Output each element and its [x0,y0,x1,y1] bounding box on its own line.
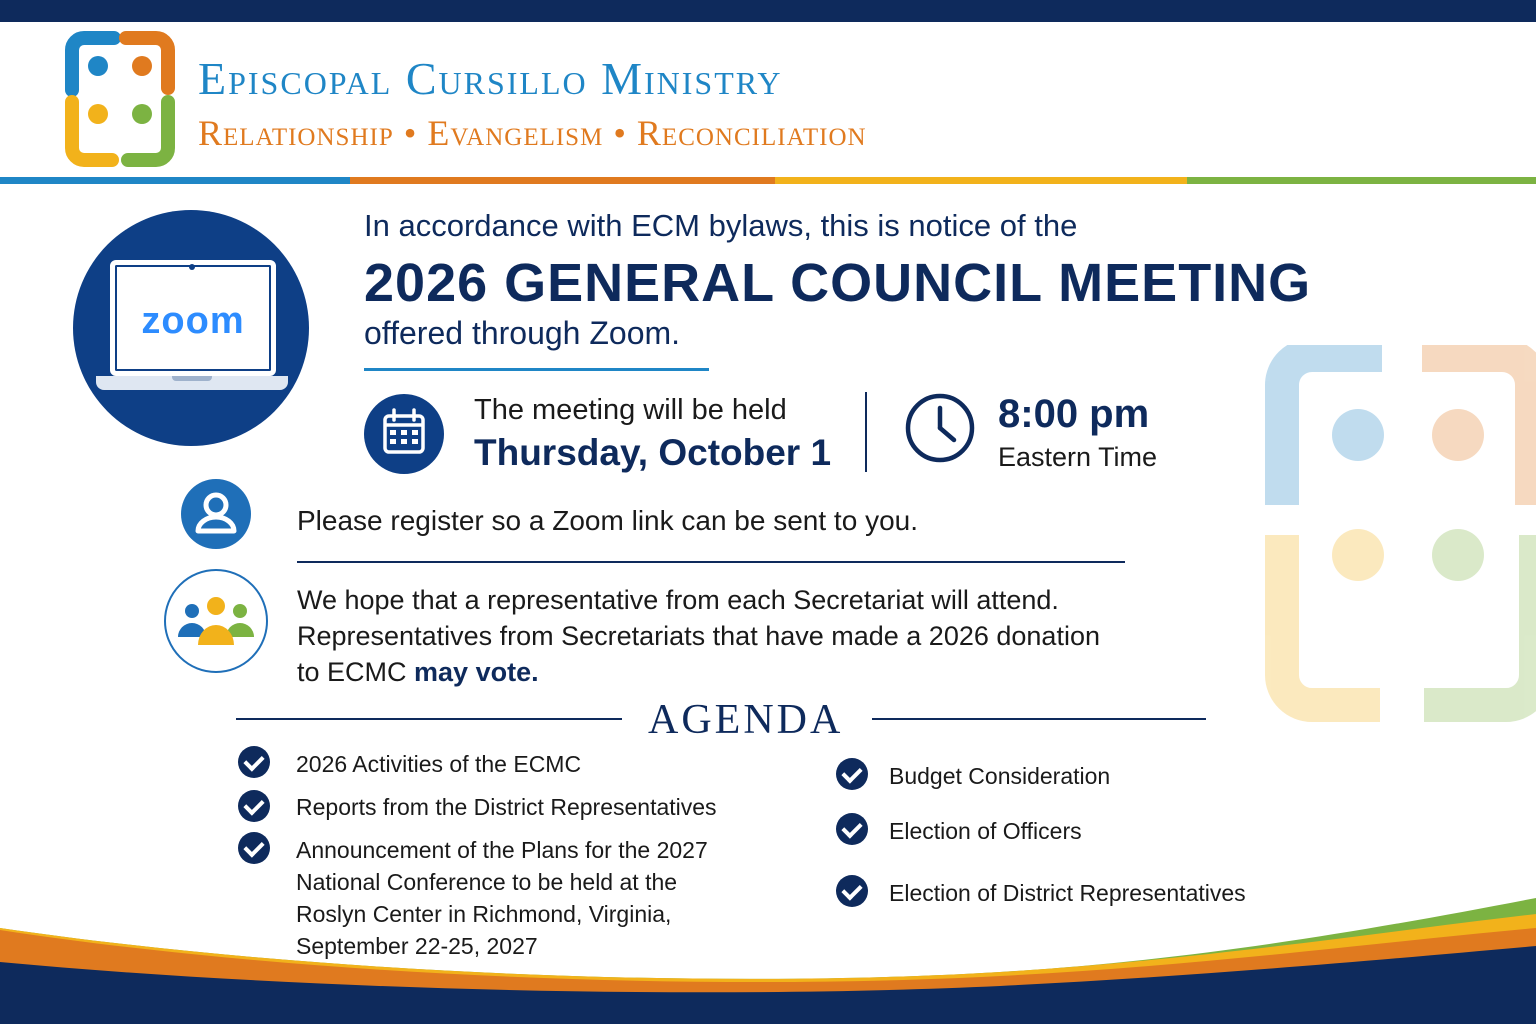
color-divider [0,177,1536,184]
watermark-logo [1262,345,1536,725]
meeting-title: 2026 GENERAL COUNCIL MEETING [364,253,1312,313]
representatives-line-1: We hope that a representative from each Secretariat will attend. [297,585,1059,615]
meeting-via: offered through Zoom. [364,315,681,351]
bottom-swoosh [0,880,1536,1024]
group-icon [164,569,268,673]
representatives-line-3 [297,654,1117,690]
register-text: Please register so a Zoom link can be sent to you. [297,505,918,536]
check-icon [836,758,868,790]
register-rule [297,561,1125,563]
calendar-icon [364,394,444,474]
check-icon [238,832,270,864]
org-name: Episcopal Cursillo Ministry [198,53,783,104]
meeting-time: 8:00 pm [998,392,1150,436]
representatives-line-2: Representatives from Secretariats that have made a 2026 donation [297,621,1100,651]
may-vote-emphasis: may vote. [414,657,539,687]
agenda-item: Reports from the District Representatives [296,794,717,820]
laptop-camera [189,264,195,270]
representatives-text [297,582,1117,690]
agenda-rule-right [872,718,1206,720]
check-icon [238,746,270,778]
agenda-item: Announcement of the Plans for the 2027 National Conference to be held at the Roslyn Center in Richmond, Virginia, September 22-25, 2027 [296,837,708,959]
person-icon [181,479,251,549]
clock-icon [904,392,976,464]
agenda-heading: AGENDA [648,697,844,743]
cursillo-cross-logo [60,30,180,172]
tagline: Relationship • Evangelism • Reconciliation [198,113,867,153]
title-underline [364,368,709,371]
meeting-date: Thursday, October 1 [474,432,832,473]
laptop-notch [172,376,212,381]
zoom-logo-text: zoom [141,300,245,342]
check-icon [238,790,270,822]
agenda-item: Election of Officers [889,818,1082,844]
time-zone: Eastern Time [998,442,1158,472]
agenda-item: 2026 Activities of the ECMC [296,751,582,777]
agenda-rule-left [236,718,622,720]
agenda-item: Budget Consideration [889,763,1111,789]
vertical-divider [865,392,867,472]
agenda-item: Election of District Representatives [889,880,1246,906]
representatives-line-3-prefix: to ECMC [297,657,415,687]
check-icon [836,813,868,845]
top-bar [0,0,1536,22]
date-prefix: The meeting will be held [474,394,787,426]
notice-intro: In accordance with ECM bylaws, this is notice of the [364,208,1078,243]
